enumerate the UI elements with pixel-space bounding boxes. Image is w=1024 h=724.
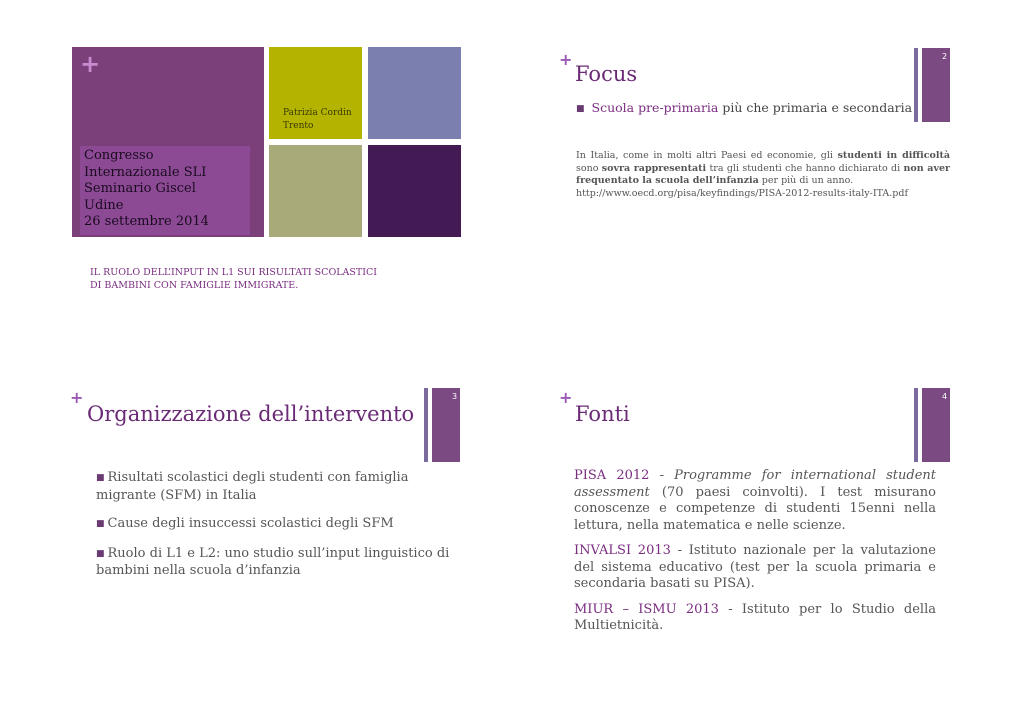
subtitle-line: IL RUOLO DELL’INPUT IN L1 SUI RISULTATI SCOLASTICI [90, 267, 378, 278]
event-line: Udine [84, 197, 124, 213]
source-invalsi [574, 543, 936, 593]
event-line: Internazionale SLI [84, 164, 207, 180]
source-label: PISA 2012 [574, 468, 650, 483]
para-text: per più di un anno. [758, 175, 854, 186]
para-bold: studenti in difficoltà [837, 150, 951, 161]
event-line: 26 settembre 2014 [84, 214, 209, 229]
agenda-list [96, 470, 466, 580]
source-text: (70 paesi coinvolti). I test misurano conoscenze e competenze di studenti 15enni nella lettura, nella matematica e nelle scienze. [574, 484, 936, 533]
slide-3 [0, 362, 512, 724]
source-text: - Istituto per lo Studio della Multietnicità. [574, 601, 936, 633]
slide-4 [512, 362, 1024, 724]
author-name: Patrizia Cordin [283, 108, 352, 118]
source-miur [574, 602, 936, 635]
source-label: MIUR – ISMU 2013 [574, 601, 719, 617]
slide-subtitle [90, 266, 377, 292]
agenda-item: ■ Ruolo di L1 e L2: uno studio sull’input linguistico di bambini nella scuola d’infanzia [96, 546, 466, 580]
para-bold: sovra rappresentati [601, 162, 707, 174]
event-line: Seminario Giscel [84, 181, 196, 196]
source-text: - Istituto nazionale per la valutazione del sistema educativo (test per la scuola primaria e secondaria basati su PISA). [574, 543, 937, 591]
slide-title: Fonti [575, 402, 630, 426]
source-pisa [574, 468, 936, 534]
para-text: tra gli studenti che hanno dichiarato di [706, 162, 904, 174]
page-number: 4 [942, 392, 948, 401]
subtitle-line: DI BAMBINI CON FAMIGLIE IMMIGRATE. [90, 280, 299, 291]
page-bar-thin [914, 48, 918, 122]
para-text: In Italia, come in molti altri Paesi ed economie, gli [576, 150, 838, 161]
plus-icon: + [80, 50, 101, 78]
para-bold: non aver frequentato la scuola dell’infanzia [576, 162, 951, 186]
slide-1 [0, 0, 512, 362]
page-bar-thin [914, 388, 918, 462]
author-city: Trento [283, 121, 314, 131]
focus-bullet [576, 100, 912, 115]
slide-title: Organizzazione dell’intervento [87, 402, 415, 426]
lavender-tile [368, 47, 461, 139]
bullet-highlight: Scuola pre-primaria [591, 100, 719, 115]
sage-tile [269, 145, 362, 237]
slide-2 [512, 0, 1024, 362]
page-number: 3 [452, 392, 458, 401]
agenda-item: ■ Risultati scolastici degli studenti con famiglia migrante (SFM) in Italia [96, 470, 466, 504]
page-number: 2 [942, 52, 948, 61]
event-line: Congresso [84, 148, 154, 163]
source-italic: Programme for international student assessment [574, 468, 936, 500]
page-bar-thin [424, 388, 428, 462]
agenda-item: ■ Cause degli insuccessi scolastici degli SFM [96, 516, 466, 534]
sources-list [574, 468, 936, 635]
plus-icon: + [559, 388, 573, 407]
source-dash: - [649, 468, 675, 483]
dark-purple-tile [368, 145, 461, 237]
bullet-rest: più che primaria e secondaria [718, 100, 913, 115]
plus-icon: + [559, 50, 573, 69]
para-text: sono [576, 162, 602, 174]
source-label: INVALSI 2013 [574, 543, 671, 558]
focus-paragraph [576, 150, 950, 200]
plus-icon: + [70, 388, 84, 407]
slide-title: Focus [575, 62, 638, 86]
event-info [84, 148, 209, 231]
source-url[interactable]: http://www.oecd.org/pisa/keyfindings/PISA-2012-results-italy-ITA.pdf [576, 187, 908, 199]
